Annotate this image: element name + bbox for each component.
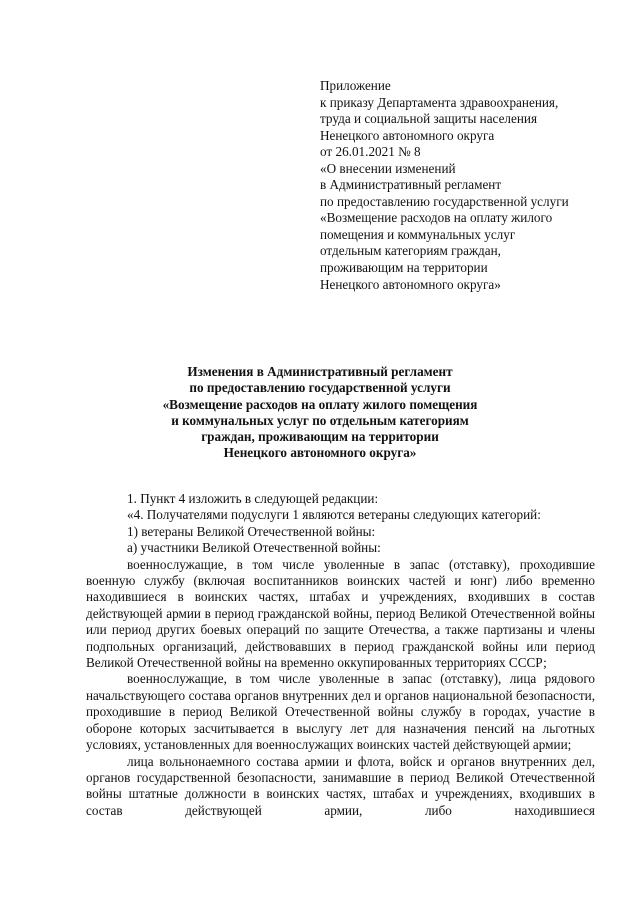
appendix-line: Ненецкого автономного округа [320,127,495,143]
appendix-line: проживающим на территории [320,260,488,276]
appendix-line: «Возмещение расходов на оплату жилого [320,210,553,226]
title-line: Ненецкого автономного округа» [223,445,417,461]
paragraph-military-internal-affairs: военнослужащие, в том числе уволенные в запас (отставку), лица рядового начальствующего состава органов внутренних дел и органов национальной безопасности, проходившие в период Великой Отечественной войны службу в городах, участие в обороне которых засчитывается в выслугу лет для назначения пенсий на льготных условиях, установленных для военнослужащих воинских частей действующей армии; [86,671,595,753]
appendix-line: Приложение [320,78,391,93]
appendix-line: отдельным категориям граждан, [320,243,501,259]
document-title [40,364,600,462]
title-line: по предоставлению государственной услуги [189,380,451,396]
title-line: «Возмещение расходов на оплату жилого помещения [162,396,478,412]
paragraph-veterans-wwii: 1) ветераны Великой Отечественной войны: [127,523,376,539]
paragraph-military-personnel: военнослужащие, в том числе уволенные в запас (отставку), проходившие военную службу (включая воспитанников воинских частей и юнг) либо временно находившиеся в воинских частях, штабах и учреждениях, входивших в состав действующей армии в период гражданской войны, период Великой Отечественной войны или период других боевых операций по защите Отечества, а также партизаны и члены подпольных организаций, действовавших в период гражданской войны или период Великой Отечественной войны на временно оккупированных территориях СССР; [86,556,595,671]
paragraph-point-4: «4. Получателями подуслуги 1 являются ветераны следующих категорий: [127,507,541,523]
appendix-line: от 26.01.2021 № 8 [320,144,421,160]
title-line: граждан, проживающим на территории [201,429,439,445]
appendix-line: в Административный регламент [320,177,502,193]
appendix-line: помещения и коммунальных услуг [320,226,516,242]
paragraph-participants-wwii: а) участники Великой Отечественной войны: [127,540,381,556]
title-line: и коммунальных услуг по отдельным категориям [171,412,469,428]
appendix-line: Ненецкого автономного округа» [320,276,501,292]
paragraph-amendment-intro: 1. Пункт 4 изложить в следующей редакции: [127,491,379,506]
document-body [86,491,595,819]
appendix-line: по предоставлению государственной услуги [320,193,569,209]
appendix-line: труда и социальной защиты населения [320,111,538,127]
appendix-line: к приказу Департамента здравоохранения, [320,94,559,110]
title-line: Изменения в Административный регламент [187,364,453,379]
appendix-header [320,78,620,293]
paragraph-civilian-staff: лица вольнонаемного состава армии и флота, войск и органов внутренних дел, органов государственной безопасности, занимавшие в период Великой Отечественной войны штатные должности в воинских частях, штабах и учреждениях, входивших в состав действующей армии, либо находившиеся [86,753,595,818]
appendix-line: «О внесении изменений [320,160,456,176]
